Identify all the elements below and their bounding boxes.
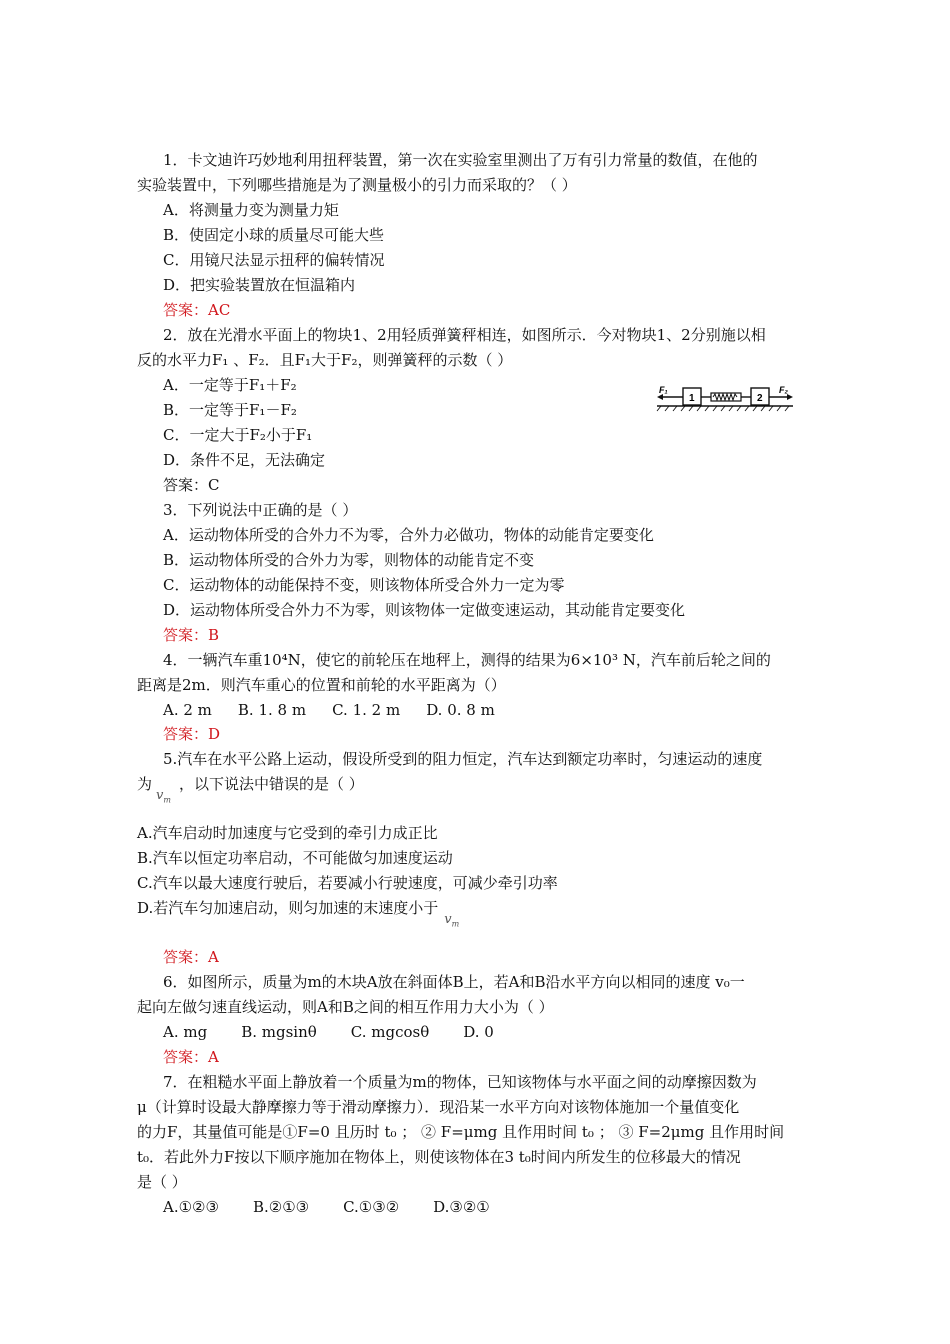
q1-option-c: C．用镜尺法显示扭秤的偏转情况 [163,251,385,269]
vm-symbol: $v_m$ [156,788,171,805]
q7-stem-line1: 7．在粗糙水平面上静放着一个质量为m的物体，已知该物体与水平面之间的动摩擦因数为 [163,1073,757,1091]
q1-option-b: B．使固定小球的质量尽可能大些 [163,226,385,244]
q1-option-a: A．将测量力变为测量力矩 [163,201,339,219]
q1-stem-line1: 1．卡文迪许巧妙地利用扭秤装置，第一次在实验室里测出了万有引力常量的数值，在他的 [163,151,758,169]
block-1-label: 1 [689,393,695,404]
q6-option-c: C. mgcosθ [350,1023,430,1041]
q1-answer: 答案：AC [163,301,231,319]
q4-option-c: C. 1. 2 m [332,701,401,719]
q6-option-a: A. mg [163,1023,208,1041]
q3-option-d: D．运动物体所受合外力不为零，则该物体一定做变速运动，其动能肯定要变化 [163,601,686,619]
q5-stem-prefix: 为 [137,775,153,793]
q7-stem-line2: μ（计算时设最大静摩擦力等于滑动摩擦力）．现沿某一水平方向对该物体施加一个量值变化 [137,1098,740,1116]
q7-stem-line3: 的力F，其量值可能是①F=0 且历时 t₀ ； ② F=μmg 且作用时间 t₀ ； ③ F=2μmg 且作用时间 [137,1123,785,1141]
q2-stem-line1: 2．放在光滑水平面上的物块1、2用轻质弹簧秤相连，如图所示．今对物块1、2分别施以相 [163,326,766,344]
spring-scale-figure [655,383,795,413]
q1-stem-line2: 实验装置中，下列哪些措施是为了测量极小的引力而采取的？（ ） [137,176,577,194]
q5-answer: 答案：A [163,948,219,966]
q4-answer: 答案：D [163,725,221,743]
q2-answer: 答案：C [163,476,220,494]
q4-options [163,700,521,720]
q4-stem-line1: 4．一辆汽车重10⁴N，使它的前轮压在地秤上，测得的结果为6×10³ N，汽车前后轮之间的 [163,651,771,669]
q7-option-c: C.①③② [343,1198,400,1216]
q5-option-a: A.汽车启动时加速度与它受到的牵引力成正比 [137,824,438,842]
q6-option-b: B. mgsinθ [241,1023,317,1041]
q5-option-d-text: D.若汽车匀加速启动，则匀加速的末速度小于 [137,899,439,917]
q7-stem-line5: 是（ ） [137,1173,187,1191]
q3-option-b: B．运动物体所受的合外力为零，则物体的动能肯定不变 [163,551,535,569]
q6-options [163,1022,528,1042]
q4-option-a: A. 2 m [163,701,212,719]
q5-stem-line1: 5.汽车在水平公路上运动，假设所受到的阻力恒定，汽车达到额定功率时，匀速运动的速度 [163,750,763,768]
q4-option-d: D. 0. 8 m [426,701,495,719]
figure-label-f2: F₂ [779,385,788,395]
q5-stem-line2 [137,774,364,805]
q2-option-b: B．一定等于F₁－F₂ [163,401,297,419]
q1-option-d: D．把实验装置放在恒温箱内 [163,276,356,294]
block-2-label: 2 [757,393,763,404]
q4-option-b: B. 1. 8 m [237,701,307,719]
q6-stem-line1: 6．如图所示，质量为m的木块A放在斜面体B上，若A和B沿水平方向以相同的速度 v₀一 [163,973,745,991]
q3-option-a: A．运动物体所受的合外力不为零，合外力必做功，物体的动能肯定要变化 [163,526,654,544]
q2-option-c: C．一定大于F₂小于F₁ [163,426,313,444]
q7-options [163,1197,524,1217]
q2-stem-line2: 反的水平力F₁ 、F₂．且F₁大于F₂，则弹簧秤的示数（ ） [137,351,513,369]
q7-option-d: D.③②① [433,1198,490,1216]
q6-option-d: D. 0 [463,1023,494,1041]
q7-option-a: A.①②③ [163,1198,219,1216]
vm-symbol-2: $v_m$ [444,912,460,929]
q3-answer: 答案：B [163,626,220,644]
q5-option-c: C.汽车以最大速度行驶后，若要减小行驶速度，可减少牵引功率 [137,874,558,892]
q6-answer: 答案：A [163,1048,219,1066]
q7-stem-line4: t₀．若此外力F按以下顺序施加在物体上，则使该物体在3 t₀时间内所发生的位移最大的情况 [137,1148,741,1166]
q2-option-d: D．条件不足，无法确定 [163,451,326,469]
q7-option-b: B.②①③ [252,1198,310,1216]
figure-label-f1: F₁ [659,385,668,395]
q2-option-a: A．一定等于F₁＋F₂ [163,376,297,394]
q6-stem-line2: 起向左做匀速直线运动，则A和B之间的相互作用力大小为（ ） [137,998,554,1016]
q5-option-b: B.汽车以恒定功率启动，不可能做匀加速度运动 [137,849,453,867]
q5-option-d [137,898,460,929]
q3-stem-line1: 3．下列说法中正确的是（ ） [163,501,358,519]
q4-stem-line2: 距离是2m．则汽车重心的位置和前轮的水平距离为（） [137,676,506,694]
q5-stem-suffix: ，以下说法中错误的是（ ） [178,775,364,793]
q3-option-c: C．运动物体的动能保持不变，则该物体所受合外力一定为零 [163,576,565,594]
